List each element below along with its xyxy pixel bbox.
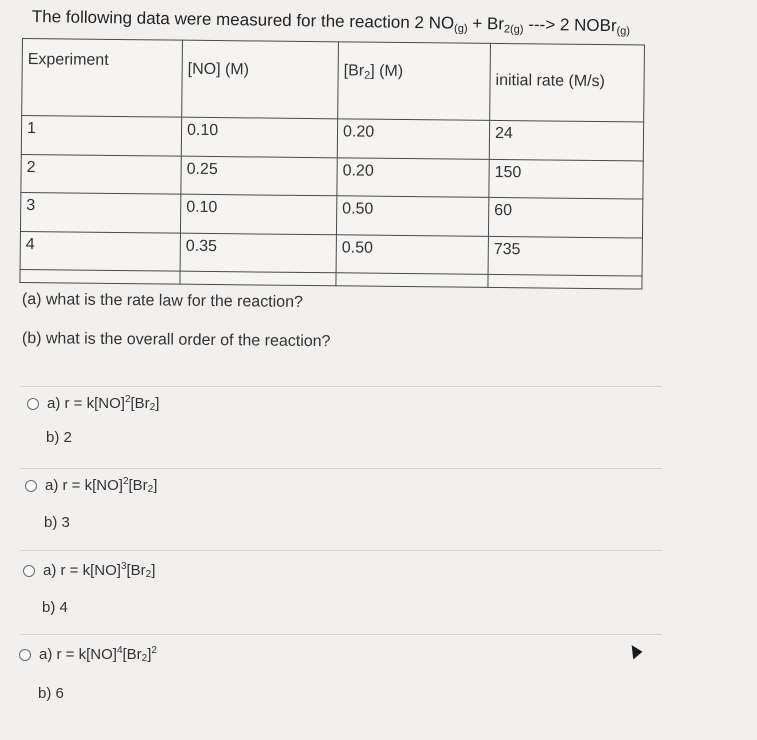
question-part-b: (b) what is the overall order of the reaction? — [21, 330, 331, 351]
title-sub-2: 2(g) — [503, 23, 524, 36]
option-order: b) 2 — [46, 429, 72, 446]
rate-law-br: [Br — [128, 477, 148, 494]
br-subscript: 2 — [147, 484, 154, 495]
header-br-concentration — [338, 42, 491, 121]
cell-br: 0.20 — [337, 119, 489, 159]
question-title — [32, 7, 631, 37]
cell-no: 0.10 — [181, 117, 337, 157]
cell-rate: 150 — [489, 159, 643, 199]
no-exponent: 2 — [122, 476, 129, 487]
cell-experiment: 2 — [21, 154, 181, 194]
title-sub-1: (g) — [454, 22, 468, 35]
title-text-1: The following data were measured for the reaction 2 NO — [31, 7, 455, 33]
answer-option-4[interactable] — [19, 645, 157, 664]
option-rate-law — [43, 561, 155, 580]
table-row — [20, 231, 642, 276]
rate-law-br: [Br — [130, 395, 150, 412]
rate-law-close: ] — [147, 646, 152, 663]
header-br-sub: 2 — [364, 69, 371, 82]
br-subscript: 2 — [141, 653, 148, 664]
cell-rate: 735 — [488, 236, 642, 276]
divider — [20, 634, 662, 635]
option-rate-law — [47, 394, 159, 413]
header-experiment: Experiment — [22, 39, 183, 118]
divider — [20, 386, 662, 387]
option-rate-law — [45, 476, 157, 495]
cell-empty — [180, 271, 336, 286]
cell-experiment: 1 — [21, 116, 181, 156]
rate-law-br: [Br — [126, 562, 146, 579]
answer-option-3[interactable] — [23, 561, 155, 580]
cell-rate: 24 — [489, 120, 643, 160]
rate-law-prefix: a) r = k[NO] — [43, 562, 121, 579]
br-subscript: 2 — [145, 569, 152, 580]
rate-law-close: ] — [155, 395, 160, 412]
no-exponent: 2 — [124, 394, 131, 405]
cell-no: 0.25 — [181, 156, 337, 196]
title-text-3: ---> 2 NOBr — [523, 14, 617, 36]
cell-no: 0.35 — [180, 233, 336, 273]
rate-law-close: ] — [153, 477, 158, 494]
title-text-2: + Br — [467, 13, 505, 34]
table-row — [20, 193, 642, 238]
no-exponent: 3 — [120, 561, 127, 572]
cell-br: 0.50 — [336, 196, 488, 236]
radio-button[interactable] — [27, 398, 39, 410]
option-order: b) 3 — [44, 514, 70, 531]
option-order: b) 4 — [42, 599, 68, 616]
header-no-concentration: [NO] (M) — [182, 40, 339, 119]
rate-law-prefix: a) r = k[NO] — [47, 395, 125, 412]
table-row — [21, 116, 643, 161]
answer-option-2[interactable] — [25, 476, 157, 495]
question-part-a: (a) what is the rate law for the reaction? — [21, 291, 304, 311]
header-br-suffix: ] (M) — [370, 62, 404, 80]
br-subscript: 2 — [149, 402, 156, 413]
header-br-prefix: [Br — [343, 62, 365, 80]
divider — [20, 468, 662, 469]
cell-br: 0.20 — [337, 157, 489, 197]
cell-br: 0.50 — [336, 234, 488, 274]
cell-no: 0.10 — [180, 194, 336, 234]
radio-button[interactable] — [23, 565, 35, 577]
title-sub-3: (g) — [616, 25, 631, 38]
rate-law-prefix: a) r = k[NO] — [39, 646, 117, 663]
divider — [20, 550, 662, 551]
rate-law-close: ] — [151, 562, 156, 579]
cell-rate: 60 — [488, 197, 642, 237]
cell-empty — [488, 275, 642, 289]
cell-empty — [20, 270, 180, 285]
cell-experiment: 3 — [20, 193, 180, 233]
data-table-container — [19, 38, 644, 290]
no-exponent: 4 — [116, 645, 123, 656]
data-table — [19, 38, 645, 290]
answer-option-1[interactable] — [27, 394, 159, 413]
table-header-row — [22, 39, 645, 123]
rate-law-br: [Br — [122, 646, 142, 663]
rate-law-prefix: a) r = k[NO] — [45, 477, 123, 494]
cell-experiment: 4 — [20, 231, 180, 271]
cell-empty — [336, 273, 488, 287]
option-rate-law — [39, 645, 157, 664]
header-initial-rate: initial rate (M/s) — [490, 43, 645, 122]
br-exponent: 2 — [151, 645, 157, 656]
mouse-cursor-icon — [626, 643, 643, 660]
radio-button[interactable] — [19, 649, 31, 661]
option-order: b) 6 — [38, 685, 64, 702]
radio-button[interactable] — [25, 480, 37, 492]
table-row — [21, 154, 643, 199]
